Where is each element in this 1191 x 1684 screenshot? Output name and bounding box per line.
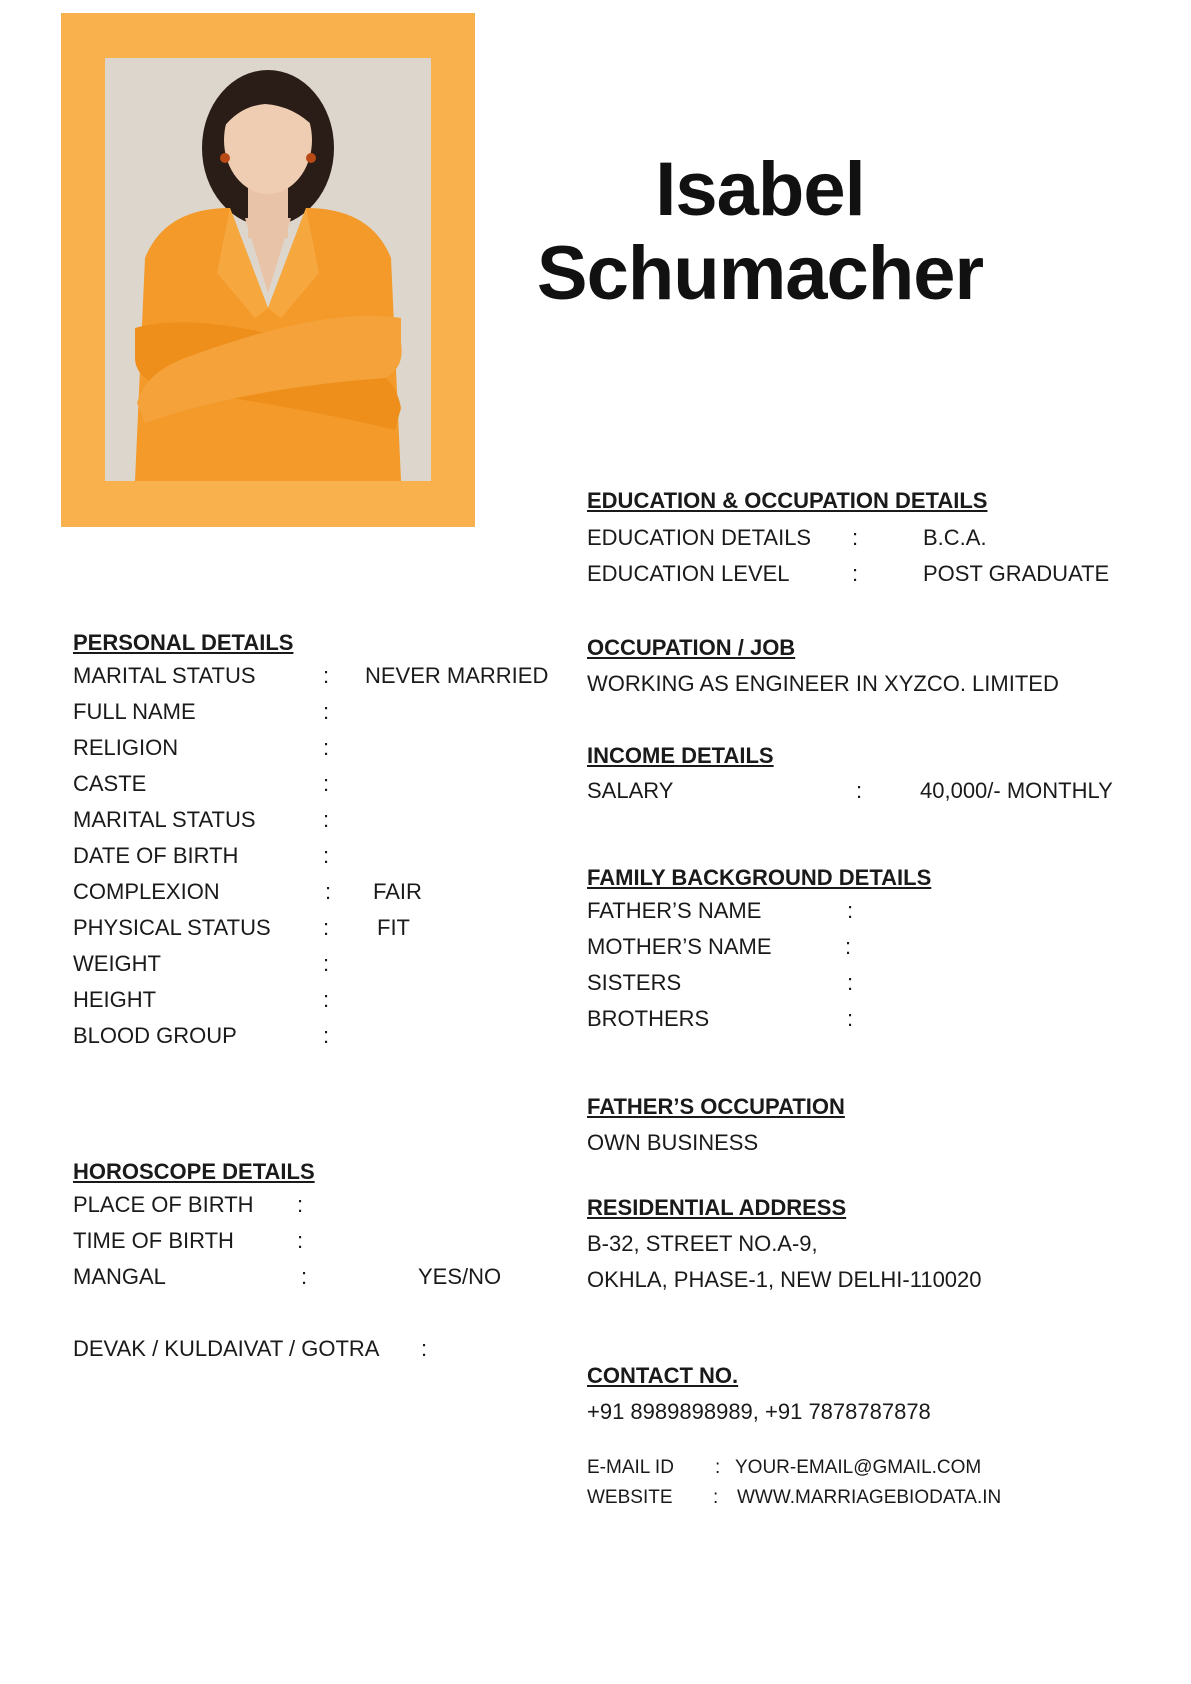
education-title: EDUCATION & OCCUPATION DETAILS: [587, 488, 988, 513]
horoscope-section: [73, 1159, 513, 1367]
row-separator: :: [323, 735, 330, 760]
horoscope-row: [73, 1187, 513, 1223]
row-separator: :: [323, 699, 330, 724]
row-separator: :: [323, 915, 330, 940]
gotra-separator: :: [421, 1336, 428, 1361]
row-separator: :: [323, 843, 330, 868]
row-separator: :: [297, 1228, 304, 1253]
row-label: BROTHERS: [587, 1006, 710, 1031]
personal-row: [73, 982, 553, 1018]
row-separator: :: [323, 663, 330, 688]
family-row: [587, 965, 887, 1001]
row-separator: :: [323, 951, 330, 976]
portrait-illustration: [105, 58, 431, 481]
row-separator: :: [847, 1006, 854, 1031]
portrait-photo: [105, 58, 431, 481]
father-occupation-title: FATHER’S OCCUPATION: [587, 1094, 845, 1119]
personal-section: [73, 630, 553, 1054]
personal-row: [73, 910, 553, 946]
row-separator: :: [325, 879, 332, 904]
website-value: WWW.MARRIAGEBIODATA.IN: [737, 1487, 1002, 1508]
row-separator: :: [852, 525, 859, 550]
row-label: TIME OF BIRTH: [73, 1228, 234, 1253]
website-row: [587, 1483, 1027, 1513]
address-line-1: B-32, STREET NO.A-9,: [587, 1231, 818, 1256]
first-name: Isabel: [655, 147, 865, 232]
personal-row: [73, 874, 553, 910]
occupation-section: [587, 635, 1059, 697]
personal-row: [73, 1018, 553, 1054]
horoscope-row: [73, 1259, 513, 1295]
row-separator: :: [847, 898, 854, 923]
row-label: RELIGION: [73, 735, 179, 760]
row-value: B.C.A.: [923, 525, 987, 550]
row-separator: :: [845, 934, 852, 959]
address-section: [587, 1195, 982, 1293]
email-row: [587, 1453, 1027, 1483]
personal-row: [73, 802, 553, 838]
family-row: [587, 1001, 887, 1037]
row-label: MOTHER’S NAME: [587, 934, 772, 959]
email-value: YOUR-EMAIL@GMAIL.COM: [735, 1457, 982, 1478]
row-label: FULL NAME: [73, 699, 196, 724]
row-label: FATHER’S NAME: [587, 898, 762, 923]
row-separator: :: [301, 1264, 308, 1289]
gotra-label: DEVAK / KULDAIVAT / GOTRA: [73, 1336, 380, 1361]
personal-row: [73, 838, 553, 874]
personal-row: [73, 946, 553, 982]
father-occupation-text: OWN BUSINESS: [587, 1130, 759, 1155]
education-row: [587, 520, 1147, 556]
photo-frame: [61, 13, 475, 527]
horoscope-row: [73, 1223, 513, 1259]
address-line-2: OKHLA, PHASE-1, NEW DELHI-110020: [587, 1267, 982, 1292]
salary-separator: :: [856, 778, 863, 803]
contact-phones: +91 8989898989, +91 7878787878: [587, 1399, 931, 1424]
row-label: EDUCATION LEVEL: [587, 561, 790, 586]
income-title: INCOME DETAILS: [587, 743, 774, 768]
row-label: EDUCATION DETAILS: [587, 525, 812, 550]
personal-title: PERSONAL DETAILS: [73, 630, 294, 655]
contact-title: CONTACT NO.: [587, 1363, 739, 1388]
personal-row: [73, 694, 553, 730]
horoscope-title: HOROSCOPE DETAILS: [73, 1159, 315, 1184]
row-label: COMPLEXION: [73, 879, 220, 904]
row-separator: :: [323, 807, 330, 832]
personal-row: [73, 766, 553, 802]
row-label: MARITAL STATUS: [73, 807, 256, 832]
occupation-title: OCCUPATION / JOB: [587, 635, 796, 660]
income-row: [587, 773, 1167, 809]
salary-label: SALARY: [587, 778, 674, 803]
personal-row: [73, 658, 553, 694]
row-label: PLACE OF BIRTH: [73, 1192, 254, 1217]
last-name: Schumacher: [536, 231, 984, 316]
email-label: E-MAIL ID: [587, 1457, 674, 1478]
row-value: YES/NO: [418, 1264, 502, 1289]
website-separator: :: [713, 1487, 719, 1508]
row-label: HEIGHT: [73, 987, 157, 1012]
profile-name: [520, 148, 1000, 316]
education-row: [587, 556, 1147, 592]
family-row: [587, 893, 887, 929]
father-occupation-section: [587, 1094, 845, 1156]
income-section: [587, 743, 1167, 809]
gotra-row: [73, 1331, 513, 1367]
occupation-text: WORKING AS ENGINEER IN XYZCO. LIMITED: [587, 671, 1059, 696]
education-section: [587, 488, 1147, 592]
row-separator: :: [323, 987, 330, 1012]
row-value: POST GRADUATE: [923, 561, 1110, 586]
row-separator: :: [323, 771, 330, 796]
salary-value: 40,000/- MONTHLY: [920, 778, 1113, 803]
personal-row: [73, 730, 553, 766]
row-label: WEIGHT: [73, 951, 161, 976]
row-value: NEVER MARRIED: [365, 663, 549, 688]
contact-section: [587, 1363, 1027, 1513]
row-label: MANGAL: [73, 1264, 166, 1289]
row-value: FAIR: [373, 879, 422, 904]
row-label: PHYSICAL STATUS: [73, 915, 271, 940]
row-label: CASTE: [73, 771, 147, 796]
family-section: [587, 865, 931, 1037]
row-separator: :: [847, 970, 854, 995]
address-title: RESIDENTIAL ADDRESS: [587, 1195, 847, 1220]
family-row: [587, 929, 887, 965]
row-value: FIT: [377, 915, 410, 940]
row-label: SISTERS: [587, 970, 682, 995]
email-separator: :: [715, 1457, 721, 1478]
row-separator: :: [297, 1192, 304, 1217]
family-title: FAMILY BACKGROUND DETAILS: [587, 865, 932, 890]
row-label: MARITAL STATUS: [73, 663, 256, 688]
row-separator: :: [323, 1023, 330, 1048]
row-label: BLOOD GROUP: [73, 1023, 237, 1048]
row-label: DATE OF BIRTH: [73, 843, 239, 868]
website-label: WEBSITE: [587, 1487, 673, 1508]
row-separator: :: [852, 561, 859, 586]
